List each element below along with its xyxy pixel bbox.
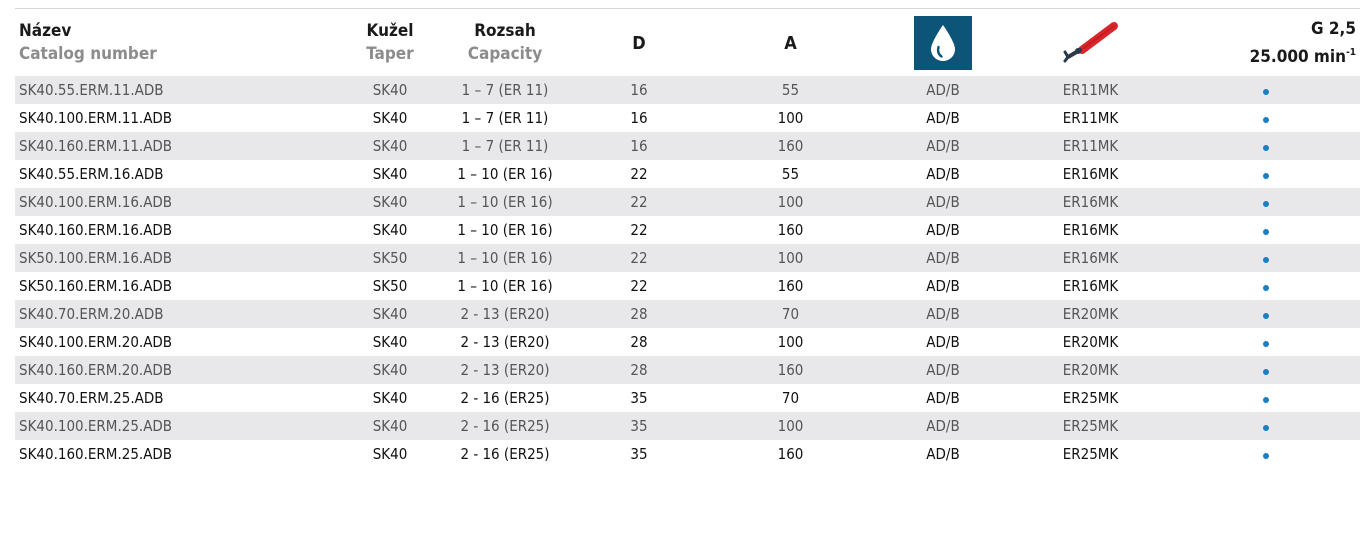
header-a bbox=[708, 10, 873, 76]
cell-coolant: AD/B bbox=[873, 160, 1013, 188]
cell-wrench: ER16MK bbox=[1013, 244, 1168, 272]
cell-catalog-number: SK40.70.ERM.20.ADB bbox=[15, 300, 340, 328]
cell-taper: SK40 bbox=[340, 384, 440, 412]
wrench-icon bbox=[1056, 19, 1126, 67]
table-body bbox=[15, 76, 1360, 468]
cell-balance bbox=[1168, 216, 1360, 244]
table-row bbox=[15, 188, 1360, 216]
table-row bbox=[15, 132, 1360, 160]
header-name bbox=[15, 10, 340, 76]
cell-capacity: 1 – 7 (ER 11) bbox=[440, 132, 570, 160]
cell-coolant: AD/B bbox=[873, 384, 1013, 412]
balance-dot bbox=[1263, 201, 1269, 207]
table-row bbox=[15, 328, 1360, 356]
cell-a: 160 bbox=[708, 132, 873, 160]
cell-catalog-number: SK40.70.ERM.25.ADB bbox=[15, 384, 340, 412]
cell-wrench: ER11MK bbox=[1013, 76, 1168, 104]
cell-coolant: AD/B bbox=[873, 328, 1013, 356]
balance-dot bbox=[1263, 341, 1269, 347]
water-drop-icon bbox=[914, 16, 972, 70]
cell-a: 100 bbox=[708, 188, 873, 216]
header-taper-cz: Kužel bbox=[366, 21, 414, 41]
cell-coolant: AD/B bbox=[873, 76, 1013, 104]
cell-balance bbox=[1168, 188, 1360, 216]
cell-wrench: ER20MK bbox=[1013, 328, 1168, 356]
cell-d: 28 bbox=[570, 300, 708, 328]
cell-coolant: AD/B bbox=[873, 300, 1013, 328]
cell-balance bbox=[1168, 440, 1360, 468]
cell-capacity: 2 - 13 (ER20) bbox=[440, 300, 570, 328]
cell-wrench: ER11MK bbox=[1013, 104, 1168, 132]
header-d-label: D bbox=[632, 32, 646, 54]
cell-balance bbox=[1168, 412, 1360, 440]
cell-balance bbox=[1168, 76, 1360, 104]
table-row bbox=[15, 300, 1360, 328]
cell-catalog-number: SK40.100.ERM.16.ADB bbox=[15, 188, 340, 216]
cell-capacity: 1 – 10 (ER 16) bbox=[440, 272, 570, 300]
header-name-cz: Název bbox=[19, 21, 72, 41]
cell-d: 22 bbox=[570, 188, 708, 216]
cell-balance bbox=[1168, 328, 1360, 356]
cell-coolant: AD/B bbox=[873, 216, 1013, 244]
cell-d: 16 bbox=[570, 76, 708, 104]
header-range-cz: Rozsah bbox=[474, 21, 536, 41]
cell-capacity: 1 – 10 (ER 16) bbox=[440, 188, 570, 216]
cell-balance bbox=[1168, 104, 1360, 132]
header-taper bbox=[340, 10, 440, 76]
cell-taper: SK40 bbox=[340, 160, 440, 188]
cell-capacity: 2 - 13 (ER20) bbox=[440, 328, 570, 356]
cell-d: 22 bbox=[570, 244, 708, 272]
cell-coolant: AD/B bbox=[873, 356, 1013, 384]
cell-a: 160 bbox=[708, 356, 873, 384]
balance-dot bbox=[1263, 313, 1269, 319]
cell-catalog-number: SK40.160.ERM.20.ADB bbox=[15, 356, 340, 384]
header-balance bbox=[1168, 10, 1360, 76]
cell-catalog-number: SK50.160.ERM.16.ADB bbox=[15, 272, 340, 300]
cell-catalog-number: SK40.100.ERM.25.ADB bbox=[15, 412, 340, 440]
balance-dot bbox=[1263, 369, 1269, 375]
cell-capacity: 1 – 7 (ER 11) bbox=[440, 104, 570, 132]
balance-dot bbox=[1263, 453, 1269, 459]
balance-dot bbox=[1263, 285, 1269, 291]
table-row bbox=[15, 244, 1360, 272]
cell-balance bbox=[1168, 272, 1360, 300]
cell-wrench: ER16MK bbox=[1013, 272, 1168, 300]
balance-dot bbox=[1263, 145, 1269, 151]
cell-a: 70 bbox=[708, 384, 873, 412]
cell-catalog-number: SK40.55.ERM.16.ADB bbox=[15, 160, 340, 188]
header-a-label: A bbox=[784, 32, 797, 54]
cell-balance bbox=[1168, 356, 1360, 384]
header-coolant bbox=[873, 10, 1013, 76]
cell-balance bbox=[1168, 300, 1360, 328]
cell-catalog-number: SK50.100.ERM.16.ADB bbox=[15, 244, 340, 272]
cell-taper: SK50 bbox=[340, 272, 440, 300]
cell-d: 28 bbox=[570, 356, 708, 384]
cell-coolant: AD/B bbox=[873, 412, 1013, 440]
cell-d: 16 bbox=[570, 132, 708, 160]
cell-taper: SK40 bbox=[340, 412, 440, 440]
balance-dot bbox=[1263, 257, 1269, 263]
balance-dot bbox=[1263, 89, 1269, 95]
cell-balance bbox=[1168, 384, 1360, 412]
balance-dot bbox=[1263, 229, 1269, 235]
cell-wrench: ER16MK bbox=[1013, 160, 1168, 188]
header-range bbox=[440, 10, 570, 76]
cell-balance bbox=[1168, 160, 1360, 188]
cell-wrench: ER20MK bbox=[1013, 356, 1168, 384]
header-name-en: Catalog number bbox=[19, 44, 157, 64]
cell-catalog-number: SK40.160.ERM.11.ADB bbox=[15, 132, 340, 160]
cell-coolant: AD/B bbox=[873, 188, 1013, 216]
cell-a: 55 bbox=[708, 160, 873, 188]
cell-coolant: AD/B bbox=[873, 132, 1013, 160]
header-row bbox=[15, 10, 1360, 76]
header-taper-en: Taper bbox=[366, 44, 414, 64]
table-row bbox=[15, 440, 1360, 468]
cell-wrench: ER11MK bbox=[1013, 132, 1168, 160]
cell-wrench: ER20MK bbox=[1013, 300, 1168, 328]
cell-a: 100 bbox=[708, 412, 873, 440]
cell-a: 160 bbox=[708, 440, 873, 468]
cell-taper: SK40 bbox=[340, 328, 440, 356]
header-balance-grade: G 2,5 bbox=[1311, 18, 1356, 39]
table-row bbox=[15, 216, 1360, 244]
cell-capacity: 2 - 16 (ER25) bbox=[440, 440, 570, 468]
top-rule bbox=[15, 8, 1360, 9]
cell-coolant: AD/B bbox=[873, 244, 1013, 272]
cell-capacity: 2 - 16 (ER25) bbox=[440, 384, 570, 412]
cell-taper: SK40 bbox=[340, 440, 440, 468]
cell-a: 100 bbox=[708, 244, 873, 272]
cell-wrench: ER16MK bbox=[1013, 216, 1168, 244]
cell-coolant: AD/B bbox=[873, 440, 1013, 468]
table-row bbox=[15, 76, 1360, 104]
table-row bbox=[15, 104, 1360, 132]
cell-capacity: 1 – 10 (ER 16) bbox=[440, 244, 570, 272]
cell-coolant: AD/B bbox=[873, 272, 1013, 300]
table-row bbox=[15, 356, 1360, 384]
cell-d: 28 bbox=[570, 328, 708, 356]
cell-taper: SK40 bbox=[340, 356, 440, 384]
cell-capacity: 2 - 13 (ER20) bbox=[440, 356, 570, 384]
cell-taper: SK40 bbox=[340, 300, 440, 328]
balance-dot bbox=[1263, 117, 1269, 123]
table-row bbox=[15, 412, 1360, 440]
cell-d: 16 bbox=[570, 104, 708, 132]
cell-taper: SK40 bbox=[340, 132, 440, 160]
cell-wrench: ER16MK bbox=[1013, 188, 1168, 216]
cell-balance bbox=[1168, 244, 1360, 272]
header-d bbox=[570, 10, 708, 76]
cell-d: 35 bbox=[570, 384, 708, 412]
cell-wrench: ER25MK bbox=[1013, 440, 1168, 468]
cell-a: 160 bbox=[708, 272, 873, 300]
table-row bbox=[15, 272, 1360, 300]
cell-catalog-number: SK40.100.ERM.11.ADB bbox=[15, 104, 340, 132]
cell-a: 70 bbox=[708, 300, 873, 328]
cell-d: 35 bbox=[570, 412, 708, 440]
cell-wrench: ER25MK bbox=[1013, 412, 1168, 440]
cell-capacity: 1 – 10 (ER 16) bbox=[440, 160, 570, 188]
cell-d: 22 bbox=[570, 216, 708, 244]
cell-taper: SK40 bbox=[340, 76, 440, 104]
header-range-en: Capacity bbox=[467, 44, 543, 64]
product-table bbox=[15, 10, 1360, 468]
balance-dot bbox=[1263, 397, 1269, 403]
cell-balance bbox=[1168, 132, 1360, 160]
cell-taper: SK50 bbox=[340, 244, 440, 272]
table-row bbox=[15, 384, 1360, 412]
header-wrench bbox=[1013, 10, 1168, 76]
cell-taper: SK40 bbox=[340, 104, 440, 132]
cell-taper: SK40 bbox=[340, 188, 440, 216]
cell-a: 100 bbox=[708, 328, 873, 356]
cell-catalog-number: SK40.100.ERM.20.ADB bbox=[15, 328, 340, 356]
cell-d: 22 bbox=[570, 272, 708, 300]
cell-a: 100 bbox=[708, 104, 873, 132]
balance-dot bbox=[1263, 425, 1269, 431]
cell-capacity: 1 – 10 (ER 16) bbox=[440, 216, 570, 244]
cell-capacity: 1 – 7 (ER 11) bbox=[440, 76, 570, 104]
cell-wrench: ER25MK bbox=[1013, 384, 1168, 412]
cell-a: 55 bbox=[708, 76, 873, 104]
cell-catalog-number: SK40.160.ERM.25.ADB bbox=[15, 440, 340, 468]
cell-catalog-number: SK40.55.ERM.11.ADB bbox=[15, 76, 340, 104]
cell-catalog-number: SK40.160.ERM.16.ADB bbox=[15, 216, 340, 244]
cell-capacity: 2 - 16 (ER25) bbox=[440, 412, 570, 440]
cell-coolant: AD/B bbox=[873, 104, 1013, 132]
table-row bbox=[15, 160, 1360, 188]
header-balance-speed: 25.000 $\min^{-1}$ bbox=[1249, 46, 1356, 67]
cell-taper: SK40 bbox=[340, 216, 440, 244]
cell-d: 22 bbox=[570, 160, 708, 188]
cell-d: 35 bbox=[570, 440, 708, 468]
balance-dot bbox=[1263, 173, 1269, 179]
cell-a: 160 bbox=[708, 216, 873, 244]
